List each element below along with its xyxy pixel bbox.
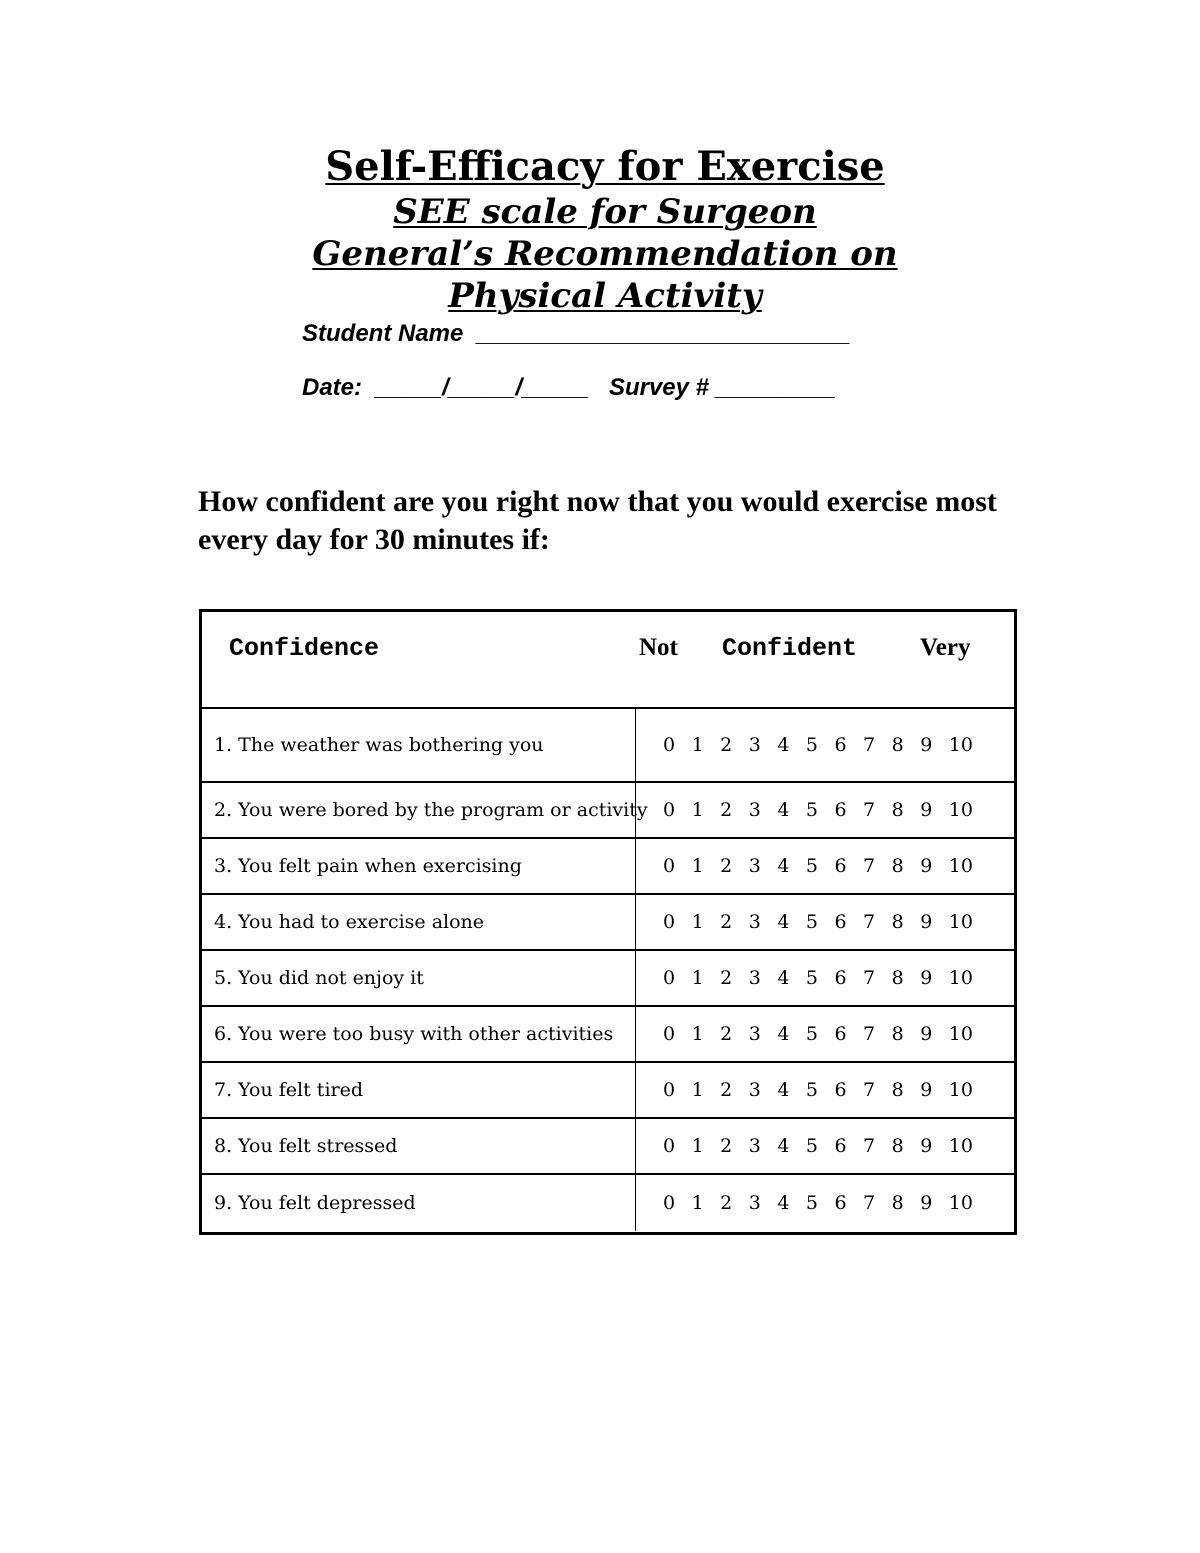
rating-option[interactable]: 5 <box>805 911 818 933</box>
rating-option[interactable]: 6 <box>834 1192 847 1214</box>
rating-option[interactable]: 3 <box>748 967 761 989</box>
rating-option[interactable]: 0 <box>663 967 676 989</box>
rating-option[interactable]: 9 <box>920 1079 933 1101</box>
rating-option[interactable]: 8 <box>891 1192 904 1214</box>
rating-option[interactable]: 3 <box>748 1192 761 1214</box>
rating-option[interactable]: 6 <box>834 855 847 877</box>
rating-option[interactable]: 7 <box>863 799 876 821</box>
rating-option[interactable]: 7 <box>863 1079 876 1101</box>
table-row <box>202 951 1014 1007</box>
rating-option[interactable]: 10 <box>948 799 973 821</box>
rating-option[interactable]: 10 <box>948 1023 973 1045</box>
header-confidence: Confidence <box>229 634 380 663</box>
column-divider <box>635 1063 636 1117</box>
rating-option[interactable]: 7 <box>863 855 876 877</box>
student-name-field <box>302 320 850 348</box>
rating-option[interactable]: 0 <box>663 1079 676 1101</box>
item-label: 8. You felt stressed <box>214 1135 398 1157</box>
rating-option[interactable]: 7 <box>863 911 876 933</box>
rating-option[interactable]: 9 <box>920 855 933 877</box>
table-row <box>202 783 1014 839</box>
rating-option[interactable]: 9 <box>920 1135 933 1157</box>
rating-scale <box>663 1023 973 1045</box>
rating-option[interactable]: 3 <box>748 911 761 933</box>
rating-option[interactable]: 0 <box>663 911 676 933</box>
rating-option[interactable]: 9 <box>920 1023 933 1045</box>
rating-option[interactable]: 4 <box>777 1135 790 1157</box>
rating-option[interactable]: 10 <box>948 911 973 933</box>
column-divider <box>635 709 636 781</box>
rating-option[interactable]: 0 <box>663 734 676 756</box>
column-divider <box>635 951 636 1005</box>
rating-option[interactable]: 2 <box>720 1192 733 1214</box>
item-label: 5. You did not enjoy it <box>214 967 424 989</box>
item-label: 1. The weather was bothering you <box>214 734 544 756</box>
column-divider <box>635 839 636 893</box>
rating-option[interactable]: 10 <box>948 1079 973 1101</box>
rating-option[interactable]: 8 <box>891 855 904 877</box>
rating-option[interactable]: 1 <box>691 1079 704 1101</box>
header-not: Not <box>639 634 678 661</box>
rating-option[interactable]: 10 <box>948 967 973 989</box>
rating-option[interactable]: 6 <box>834 911 847 933</box>
rating-scale <box>663 799 973 821</box>
table-row <box>202 1119 1014 1175</box>
rating-option[interactable]: 3 <box>748 855 761 877</box>
rating-option[interactable]: 9 <box>920 1192 933 1214</box>
rating-option[interactable]: 7 <box>863 967 876 989</box>
rating-scale <box>663 855 973 877</box>
rating-option[interactable]: 1 <box>691 1023 704 1045</box>
date-survey-field <box>302 374 836 402</box>
rating-option[interactable]: 2 <box>720 1135 733 1157</box>
subtitle-line-2: General’s Recommendation on <box>312 234 898 274</box>
survey-label: Survey # <box>608 374 710 401</box>
column-divider <box>635 783 636 837</box>
rating-option[interactable]: 4 <box>777 734 790 756</box>
rating-option[interactable]: 10 <box>948 1192 973 1214</box>
column-divider <box>635 1119 636 1173</box>
rating-option[interactable]: 3 <box>748 1079 761 1101</box>
rating-option[interactable]: 3 <box>748 1135 761 1157</box>
date-label: Date: <box>302 374 363 401</box>
rating-option[interactable]: 5 <box>805 1135 818 1157</box>
table-rows <box>202 709 1014 1231</box>
rating-option[interactable]: 0 <box>663 1192 676 1214</box>
subtitle-line-3: Physical Activity <box>448 276 762 316</box>
rating-scale <box>663 1079 973 1101</box>
rating-option[interactable]: 10 <box>948 855 973 877</box>
rating-option[interactable]: 8 <box>891 799 904 821</box>
rating-option[interactable]: 4 <box>777 967 790 989</box>
rating-option[interactable]: 9 <box>920 967 933 989</box>
rating-scale <box>663 1135 973 1157</box>
item-label: 9. You felt depressed <box>214 1192 416 1214</box>
header-confident: Confident <box>722 634 858 663</box>
table-row <box>202 1175 1014 1231</box>
rating-option[interactable]: 5 <box>805 799 818 821</box>
table-row <box>202 1063 1014 1119</box>
rating-option[interactable]: 10 <box>948 734 973 756</box>
student-name-blank[interactable]: ____________________________ <box>476 320 851 347</box>
rating-option[interactable]: 0 <box>663 799 676 821</box>
item-label: 7. You felt tired <box>214 1079 364 1101</box>
item-label: 6. You were too busy with other activities <box>214 1023 614 1045</box>
rating-option[interactable]: 8 <box>891 911 904 933</box>
item-label: 3. You felt pain when exercising <box>214 855 522 877</box>
rating-option[interactable]: 6 <box>834 1135 847 1157</box>
rating-option[interactable]: 1 <box>691 734 704 756</box>
title-block <box>0 143 1200 317</box>
column-divider <box>635 1007 636 1061</box>
rating-option[interactable]: 8 <box>891 1023 904 1045</box>
item-label: 2. You were bored by the program or activity <box>214 799 648 821</box>
rating-option[interactable]: 5 <box>805 1192 818 1214</box>
rating-option[interactable]: 6 <box>834 1079 847 1101</box>
rating-option[interactable]: 6 <box>834 734 847 756</box>
rating-option[interactable]: 3 <box>748 1023 761 1045</box>
rating-scale <box>663 967 973 989</box>
rating-option[interactable]: 0 <box>663 1023 676 1045</box>
survey-blank[interactable]: _________ <box>715 374 836 401</box>
rating-scale <box>663 734 973 756</box>
rating-option[interactable]: 2 <box>720 967 733 989</box>
rating-option[interactable]: 4 <box>777 1023 790 1045</box>
table-row <box>202 839 1014 895</box>
table-row <box>202 895 1014 951</box>
rating-option[interactable]: 5 <box>805 734 818 756</box>
rating-option[interactable]: 1 <box>691 855 704 877</box>
rating-option[interactable]: 8 <box>891 734 904 756</box>
rating-option[interactable]: 5 <box>805 1023 818 1045</box>
rating-option[interactable]: 2 <box>720 799 733 821</box>
rating-option[interactable]: 7 <box>863 1023 876 1045</box>
rating-option[interactable]: 1 <box>691 799 704 821</box>
rating-scale <box>663 1192 973 1214</box>
rating-option[interactable]: 2 <box>720 855 733 877</box>
rating-option[interactable]: 10 <box>948 1135 973 1157</box>
rating-option[interactable]: 1 <box>691 967 704 989</box>
subtitle-line-1: SEE scale for Surgeon <box>393 192 817 232</box>
rating-option[interactable]: 1 <box>691 1192 704 1214</box>
column-divider <box>635 1175 636 1231</box>
rating-option[interactable]: 9 <box>920 911 933 933</box>
rating-option[interactable]: 8 <box>891 1135 904 1157</box>
rating-option[interactable]: 4 <box>777 855 790 877</box>
table-header <box>202 612 1014 709</box>
rating-option[interactable]: 5 <box>805 855 818 877</box>
rating-option[interactable]: 4 <box>777 799 790 821</box>
rating-option[interactable]: 3 <box>748 734 761 756</box>
rating-scale <box>663 911 973 933</box>
rating-option[interactable]: 7 <box>863 734 876 756</box>
rating-option[interactable]: 4 <box>777 1192 790 1214</box>
rating-option[interactable]: 5 <box>805 1079 818 1101</box>
date-blank[interactable]: _____/_____/_____ <box>375 374 589 401</box>
rating-option[interactable]: 9 <box>920 734 933 756</box>
item-label: 4. You had to exercise alone <box>214 911 485 933</box>
rating-option[interactable]: 2 <box>720 734 733 756</box>
rating-option[interactable]: 0 <box>663 1135 676 1157</box>
confidence-table <box>199 609 1017 1235</box>
rating-option[interactable]: 6 <box>834 1023 847 1045</box>
rating-option[interactable]: 7 <box>863 1135 876 1157</box>
rating-option[interactable]: 8 <box>891 967 904 989</box>
student-name-label: Student Name <box>302 320 464 347</box>
rating-option[interactable]: 2 <box>720 1023 733 1045</box>
rating-option[interactable]: 0 <box>663 855 676 877</box>
page-title: Self-Efficacy for Exercise <box>325 143 885 190</box>
rating-option[interactable]: 8 <box>891 1079 904 1101</box>
table-row <box>202 1007 1014 1063</box>
rating-option[interactable]: 6 <box>834 967 847 989</box>
rating-option[interactable]: 2 <box>720 1079 733 1101</box>
rating-option[interactable]: 2 <box>720 911 733 933</box>
rating-option[interactable]: 4 <box>777 1079 790 1101</box>
rating-option[interactable]: 4 <box>777 911 790 933</box>
header-very: Very <box>920 634 971 661</box>
rating-option[interactable]: 1 <box>691 911 704 933</box>
column-divider <box>635 895 636 949</box>
rating-option[interactable]: 1 <box>691 1135 704 1157</box>
rating-option[interactable]: 5 <box>805 967 818 989</box>
rating-option[interactable]: 6 <box>834 799 847 821</box>
survey-question: How confident are you right now that you would exercise most every day for 30 minutes if: <box>198 485 997 556</box>
rating-option[interactable]: 7 <box>863 1192 876 1214</box>
table-row <box>202 709 1014 783</box>
rating-option[interactable]: 3 <box>748 799 761 821</box>
rating-option[interactable]: 9 <box>920 799 933 821</box>
